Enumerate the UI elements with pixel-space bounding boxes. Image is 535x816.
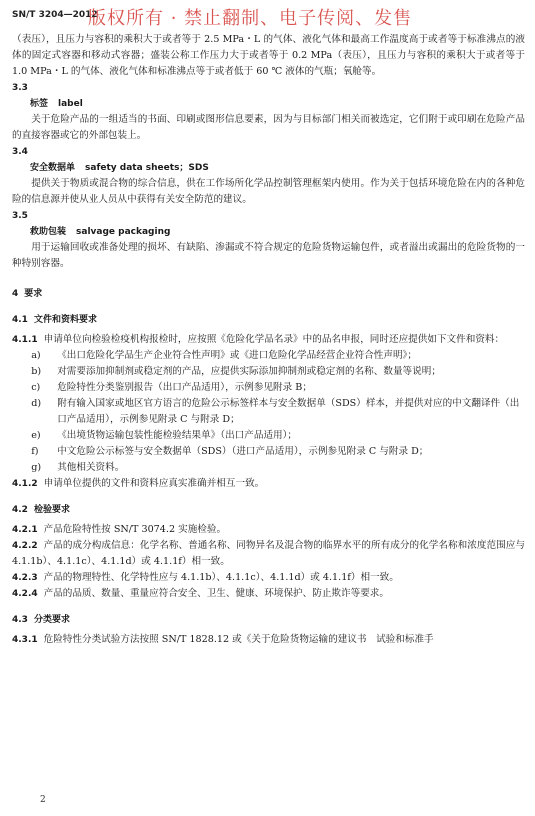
clause-text: 申请单位向检验检疫机构报检时，应按照《危险化学品名录》中的品名申报，同时还应提供如下文件和资料： xyxy=(43,334,505,345)
list-text: 中文危险公示标签与安全数据单（SDS）（进口产品适用），示例参见附录 C 与附录 D； xyxy=(57,446,429,457)
term-en: salvage packaging xyxy=(76,227,171,237)
term-3-4 xyxy=(12,144,525,208)
term-heading xyxy=(30,224,525,240)
term-definition: 提供关于物质或混合物的综合信息，供在工作场所化学品控制管理框架内使用。作为关于包括环境危险在内的各种危险的信息源并使从业人员从中获得有关安全防范的建议。 xyxy=(12,178,525,205)
intro-paragraph: （表压），且压力与容积的乘积大于或者等于 2.5 MPa・L 的气体、液化气体和最高工作温度高于或者等于标准沸点的液体的固定式容器和移动式容器；盛装公称工作压力大于或者等于 0.2 MPa（表压），且压力与容积的乘积大于或者等于 1.0 MPa・L 的气体、液化气体和标准沸点等于或者低于 60 ℃ 液体的气瓶；氧舱等。 xyxy=(12,34,525,77)
section-number: 4 xyxy=(12,289,19,299)
section-title: 要求 xyxy=(24,289,43,299)
list-label: g) xyxy=(31,462,42,473)
clause-4-3-1 xyxy=(12,632,525,648)
section-number: 4.1 xyxy=(12,315,28,325)
list-item xyxy=(31,348,525,364)
section-title: 检验要求 xyxy=(33,505,70,515)
clause-number: 3.4 xyxy=(12,147,28,157)
list-text: 危险特性分类鉴别报告（出口产品适用），示例参见附录 B； xyxy=(57,382,312,393)
term-3-5 xyxy=(12,208,525,272)
term-definition: 关于危险产品的一组适当的书面、印刷或图形信息要素，因为与目标部门相关而被选定，它们附于或印刷在危险产品的直接容器或它的外部包装上。 xyxy=(12,114,525,141)
list-text: 《出口危险化学品生产企业符合性声明》或《进口危险化学品经营企业符合性声明》； xyxy=(57,350,417,361)
list-text: 对需要添加抑制剂或稳定剂的产品，应提供实际添加抑制剂或稳定剂的名称、数量等说明； xyxy=(57,366,441,377)
section-4-heading xyxy=(12,286,525,302)
clause-4-2-1 xyxy=(12,522,525,538)
clause-number: 4.2.3 xyxy=(12,573,38,583)
clause-text: 产品危险特性按 SN/T 3074.2 实施检验。 xyxy=(43,524,227,535)
clause-4-2-2 xyxy=(12,538,525,570)
clause-text: 产品的物理特性、化学特性应与 4.1.1b）、4.1.1c）、4.1.1d）或 4.1.1f）相一致。 xyxy=(43,572,399,583)
list-item xyxy=(31,380,525,396)
standard-number-header: SN/T 3204—2012 xyxy=(12,10,98,20)
clause-number: 4.2.2 xyxy=(12,541,38,551)
list-label: c) xyxy=(31,382,41,393)
clause-number: 4.1.2 xyxy=(12,479,38,489)
section-4-2-heading xyxy=(12,502,525,518)
term-zh: 救助包装 xyxy=(30,227,67,237)
section-number: 4.3 xyxy=(12,615,28,625)
copyright-watermark: 版权所有 · 禁止翻制、电子传阅、发售 xyxy=(88,8,413,29)
section-4-1-heading xyxy=(12,312,525,328)
clause-text: 危险特性分类试验方法按照 SN/T 1828.12 或《关于危险货物运输的建议书 试验和标准手 xyxy=(43,634,434,645)
clause-text: 申请单位提供的文件和资料应真实准确并相互一致。 xyxy=(43,478,265,489)
clause-text: 产品的品质、数量、重量应符合安全、卫生、健康、环境保护、防止欺诈等要求。 xyxy=(43,588,389,599)
list-label: f) xyxy=(31,446,39,457)
list-item xyxy=(31,364,525,380)
term-zh: 安全数据单 xyxy=(30,163,76,173)
section-title: 分类要求 xyxy=(33,615,70,625)
clause-number: 4.3.1 xyxy=(12,635,38,645)
list-item xyxy=(31,444,525,460)
clause-4-1-2 xyxy=(12,476,525,492)
list-item xyxy=(31,428,525,444)
page-number: 2 xyxy=(40,795,46,805)
clause-text: 产品的成分构成信息：化学名称、普通名称、同物异名及混合物的临界水平的所有成分的化学名称和浓度范围应与 4.1.1b）、4.1.1c）、4.1.1d）或 4.1.1f）相一致。 xyxy=(12,540,525,567)
list-text: 其他相关资料。 xyxy=(57,462,125,473)
section-4-3-heading xyxy=(12,612,525,628)
clause-4-2-4 xyxy=(12,586,525,602)
term-3-3 xyxy=(12,80,525,144)
clause-number: 4.2.1 xyxy=(12,525,38,535)
list-item xyxy=(31,396,525,428)
clause-4-2-3 xyxy=(12,570,525,586)
section-title: 文件和资料要求 xyxy=(33,315,97,325)
term-heading xyxy=(30,160,525,176)
clause-number: 3.5 xyxy=(12,211,28,221)
clause-number: 3.3 xyxy=(12,83,28,93)
term-zh: 标签 xyxy=(30,99,49,109)
list-label: e) xyxy=(31,430,41,441)
list-text: 附有输入国家或地区官方语言的危险公示标签样本与安全数据单（SDS）样本，并提供对应的中文翻译件（出口产品适用），示例参见附录 C 与附录 D； xyxy=(57,398,520,425)
list-label: d) xyxy=(31,398,42,409)
term-definition: 用于运输回收或准备处理的损坏、有缺陷、渗漏或不符合规定的危险货物运输包件，或者溢出或漏出的危险货物的一种特别容器。 xyxy=(12,242,525,269)
list-item xyxy=(31,460,525,476)
section-number: 4.2 xyxy=(12,505,28,515)
list-label: a) xyxy=(31,350,41,361)
clause-4-1-1 xyxy=(12,332,525,348)
clause-number: 4.1.1 xyxy=(12,335,38,345)
term-en: safety data sheets；SDS xyxy=(85,163,209,173)
list-text: 《出境货物运输包装性能检验结果单》（出口产品适用）； xyxy=(57,430,298,441)
requirement-list xyxy=(12,348,525,476)
page-content xyxy=(12,32,525,648)
term-en: label xyxy=(58,99,83,109)
list-label: b) xyxy=(31,366,42,377)
term-heading xyxy=(30,96,525,112)
clause-number: 4.2.4 xyxy=(12,589,38,599)
